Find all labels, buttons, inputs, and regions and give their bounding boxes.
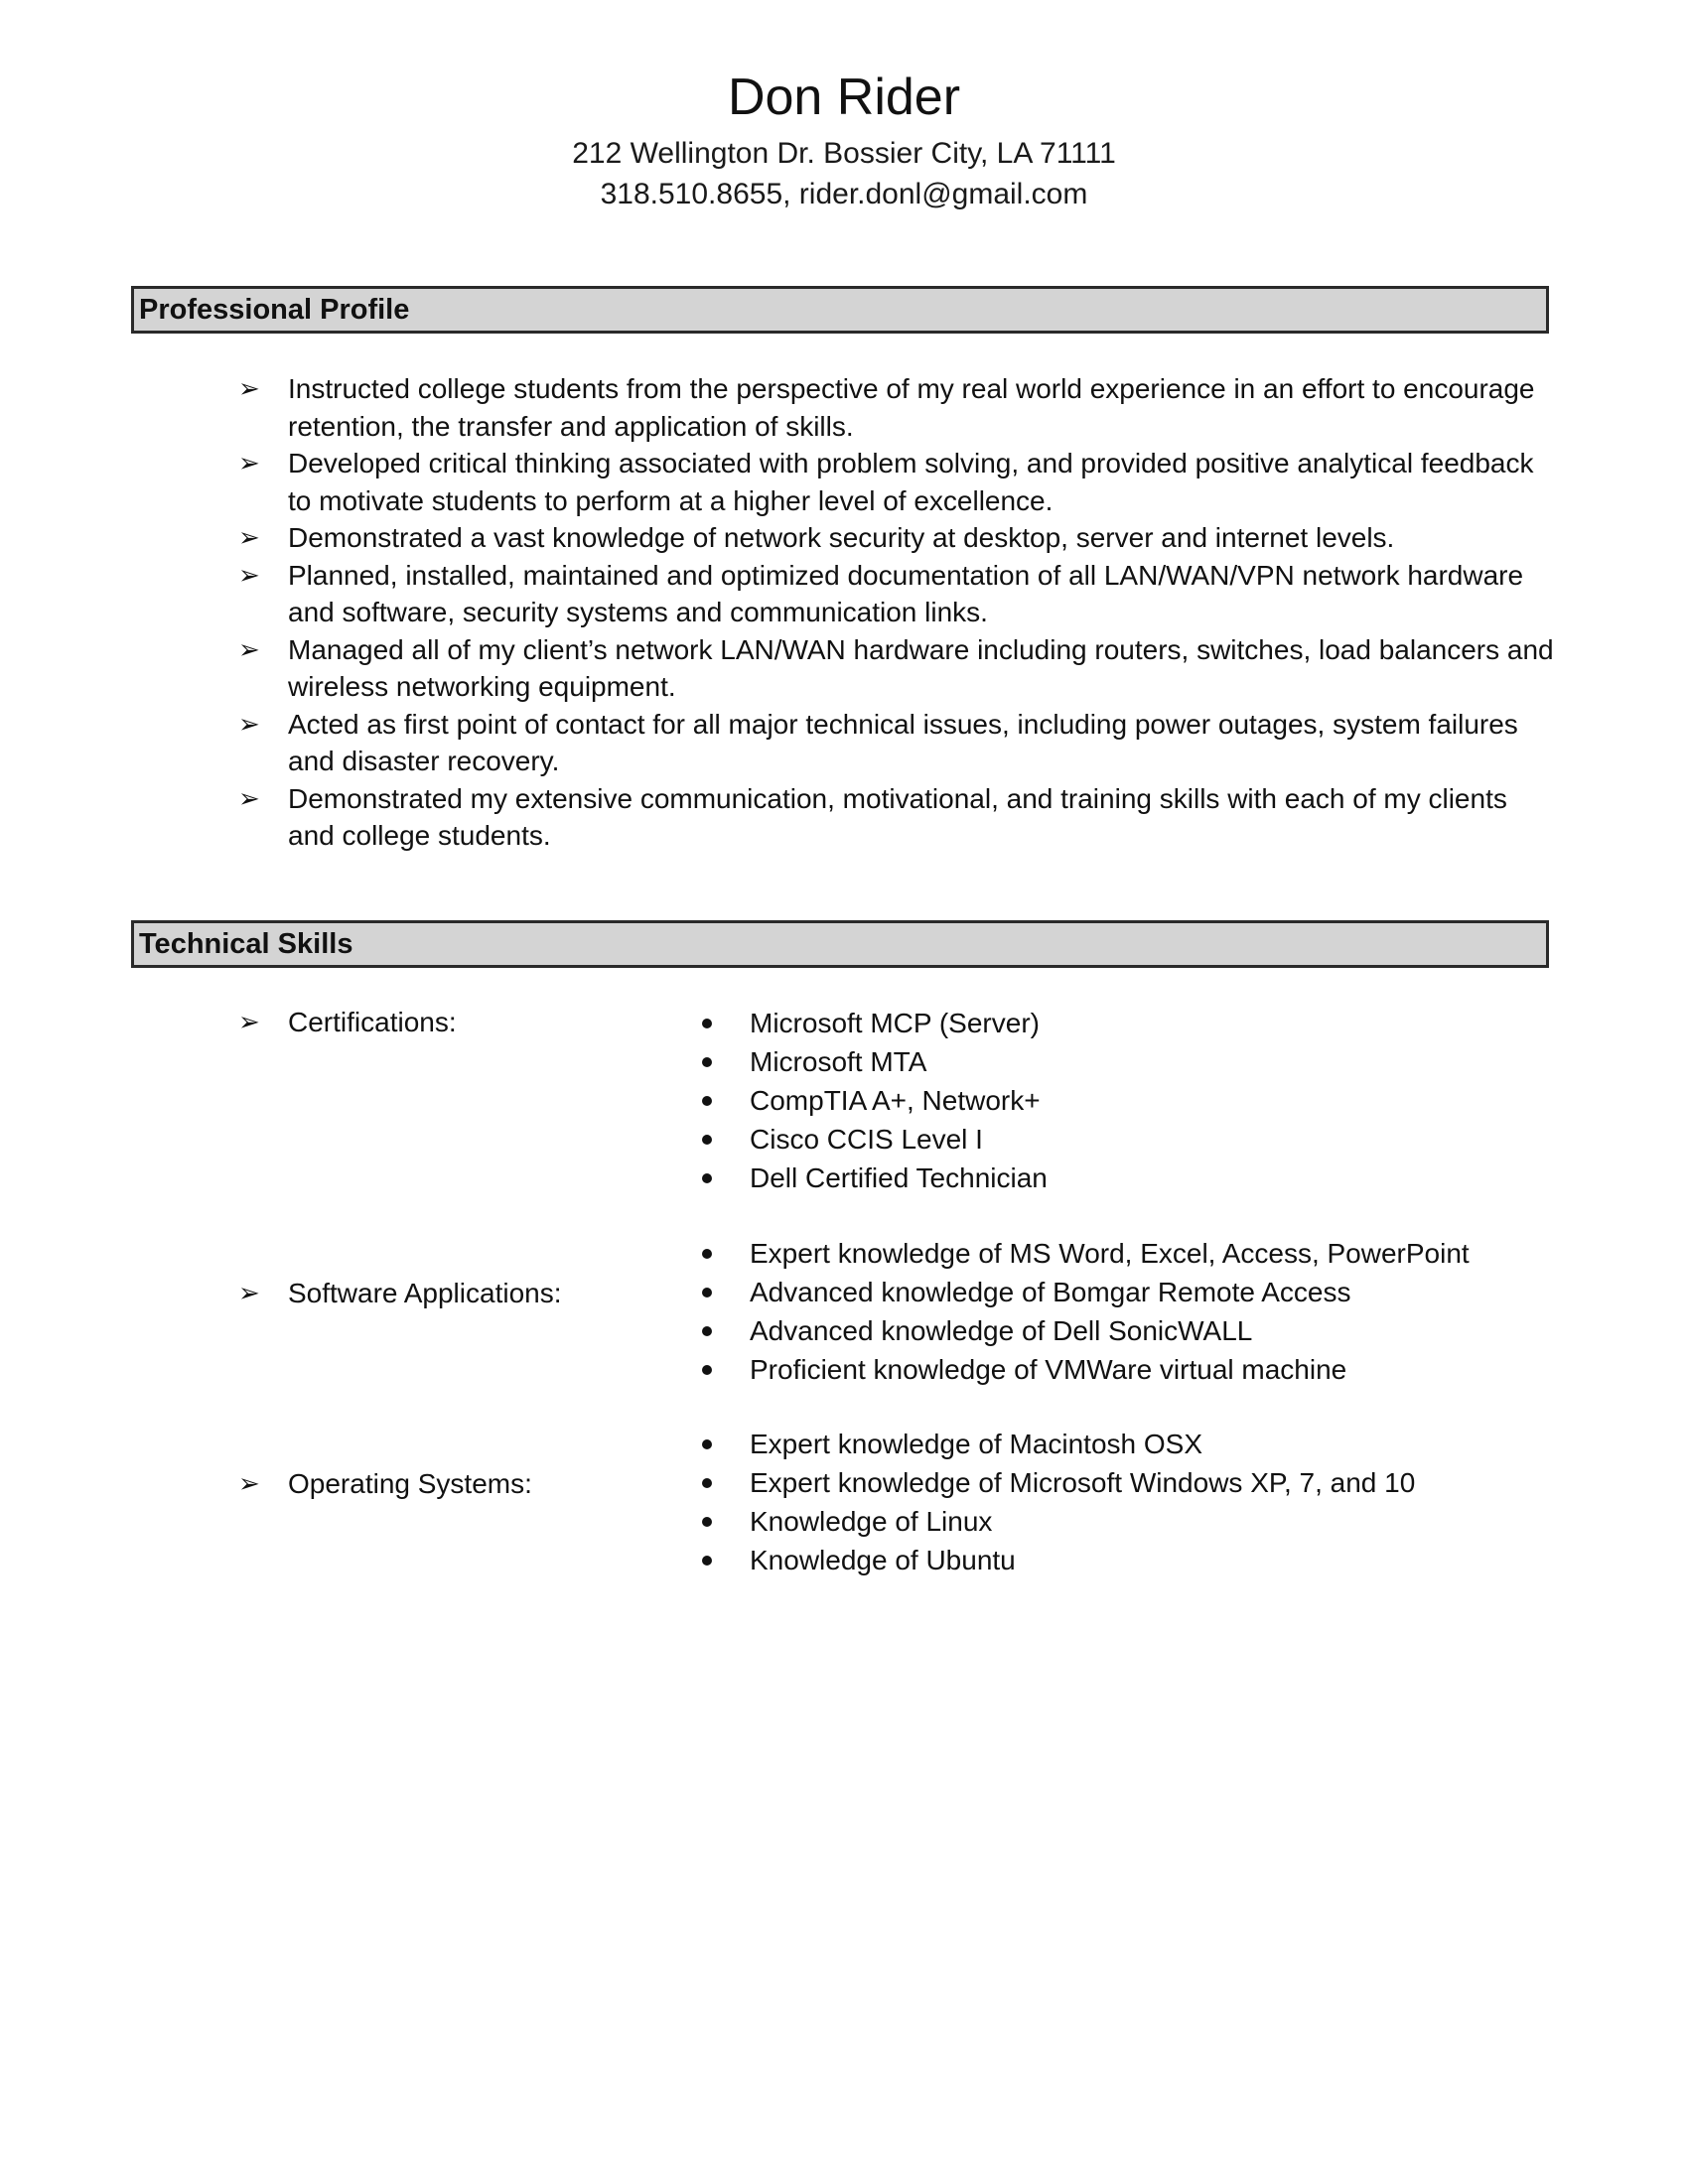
section-header-technical-skills: Technical Skills [131, 920, 1549, 968]
arrow-bullet-icon: ➢ [238, 522, 260, 552]
bullet-dot-icon [702, 1365, 712, 1375]
bullet-dot-icon [702, 1096, 712, 1106]
list-item [695, 1502, 1539, 1541]
skill-group-label-certifications [238, 1003, 457, 1041]
profile-item [238, 780, 1559, 855]
bullet-dot-icon [702, 1439, 712, 1449]
bullet-dot-icon [702, 1135, 712, 1145]
skill-group-label-operating-systems [238, 1464, 532, 1503]
arrow-bullet-icon: ➢ [238, 782, 260, 813]
list-item [695, 1120, 1539, 1159]
bullet-dot-icon [702, 1249, 712, 1259]
bullet-dot-icon [702, 1478, 712, 1488]
list-item-text: Proficient knowledge of VMWare virtual machine [750, 1354, 1347, 1385]
profile-list [238, 370, 1559, 855]
bullet-dot-icon [702, 1057, 712, 1067]
profile-item-text: Managed all of my client’s network LAN/WAN hardware including routers, switches, load balancers and wireless networking equipment. [288, 633, 1554, 702]
list-item-text: Expert knowledge of MS Word, Excel, Access, PowerPoint [750, 1238, 1470, 1269]
skill-group-label-text: Operating Systems: [288, 1468, 532, 1499]
bullet-dot-icon [702, 1326, 712, 1336]
profile-item [238, 370, 1559, 445]
arrow-bullet-icon: ➢ [238, 559, 260, 590]
list-item-text: Knowledge of Linux [750, 1506, 993, 1537]
list-item [695, 1350, 1539, 1389]
software-applications-list [695, 1234, 1539, 1389]
list-item-text: Expert knowledge of Microsoft Windows XP, 7, and 10 [750, 1467, 1416, 1498]
resume-name: Don Rider [727, 68, 961, 126]
profile-item [238, 631, 1559, 706]
list-item-text: CompTIA A+, Network+ [750, 1085, 1041, 1116]
arrow-bullet-icon: ➢ [238, 1007, 260, 1036]
list-item [695, 1541, 1539, 1579]
profile-item [238, 706, 1559, 780]
list-item [695, 1273, 1539, 1311]
list-item [695, 1463, 1539, 1502]
section-header-professional-profile: Professional Profile [131, 286, 1549, 334]
list-item-text: Expert knowledge of Macintosh OSX [750, 1429, 1203, 1459]
profile-item-text: Planned, installed, maintained and optimized documentation of all LAN/WAN/VPN network hardware and software, security systems and communication links. [288, 559, 1524, 627]
arrow-bullet-icon: ➢ [238, 1468, 260, 1498]
arrow-bullet-icon: ➢ [238, 448, 260, 478]
list-item-text: Microsoft MTA [750, 1046, 927, 1077]
list-item-text: Microsoft MCP (Server) [750, 1008, 1040, 1038]
address-line: 212 Wellington Dr. Bossier City, LA 71111 [572, 137, 1116, 170]
arrow-bullet-icon: ➢ [238, 708, 260, 739]
list-item-text: Advanced knowledge of Dell SonicWALL [750, 1315, 1253, 1346]
bullet-dot-icon [702, 1173, 712, 1183]
contact-line: 318.510.8655, rider.donl@gmail.com [600, 178, 1088, 210]
bullet-dot-icon [702, 1019, 712, 1028]
profile-item [238, 519, 1559, 557]
list-item-text: Cisco CCIS Level I [750, 1124, 983, 1155]
bullet-dot-icon [702, 1556, 712, 1566]
profile-item-text: Demonstrated my extensive communication, motivational, and training skills with each of my clients and college students. [288, 782, 1507, 851]
arrow-bullet-icon: ➢ [238, 633, 260, 664]
profile-item-text: Developed critical thinking associated with problem solving, and provided positive analytical feedback to motivate students to perform at a higher level of excellence. [288, 448, 1534, 516]
profile-item-text: Instructed college students from the perspective of my real world experience in an effort to encourage retention, the transfer and application of skills. [288, 373, 1535, 442]
arrow-bullet-icon: ➢ [238, 373, 260, 403]
list-item [695, 1004, 1539, 1042]
list-item-text: Dell Certified Technician [750, 1162, 1048, 1193]
list-item [695, 1042, 1539, 1081]
profile-item-text: Demonstrated a vast knowledge of network security at desktop, server and internet levels. [288, 522, 1395, 553]
certifications-list [695, 1004, 1539, 1197]
bullet-dot-icon [702, 1517, 712, 1527]
profile-item-text: Acted as first point of contact for all major technical issues, including power outages, system failures and disaster recovery. [288, 708, 1518, 776]
skill-group-label-text: Certifications: [288, 1007, 457, 1037]
skill-group-label-software-applications [238, 1274, 562, 1312]
profile-item [238, 445, 1559, 519]
profile-item [238, 557, 1559, 631]
list-item [695, 1081, 1539, 1120]
arrow-bullet-icon: ➢ [238, 1278, 260, 1307]
list-item-text: Advanced knowledge of Bomgar Remote Access [750, 1277, 1351, 1307]
list-item-text: Knowledge of Ubuntu [750, 1545, 1016, 1575]
list-item [695, 1425, 1539, 1463]
skill-group-label-text: Software Applications: [288, 1278, 562, 1308]
operating-systems-list [695, 1425, 1539, 1579]
list-item [695, 1311, 1539, 1350]
list-item [695, 1234, 1539, 1273]
list-item [695, 1159, 1539, 1197]
bullet-dot-icon [702, 1288, 712, 1297]
